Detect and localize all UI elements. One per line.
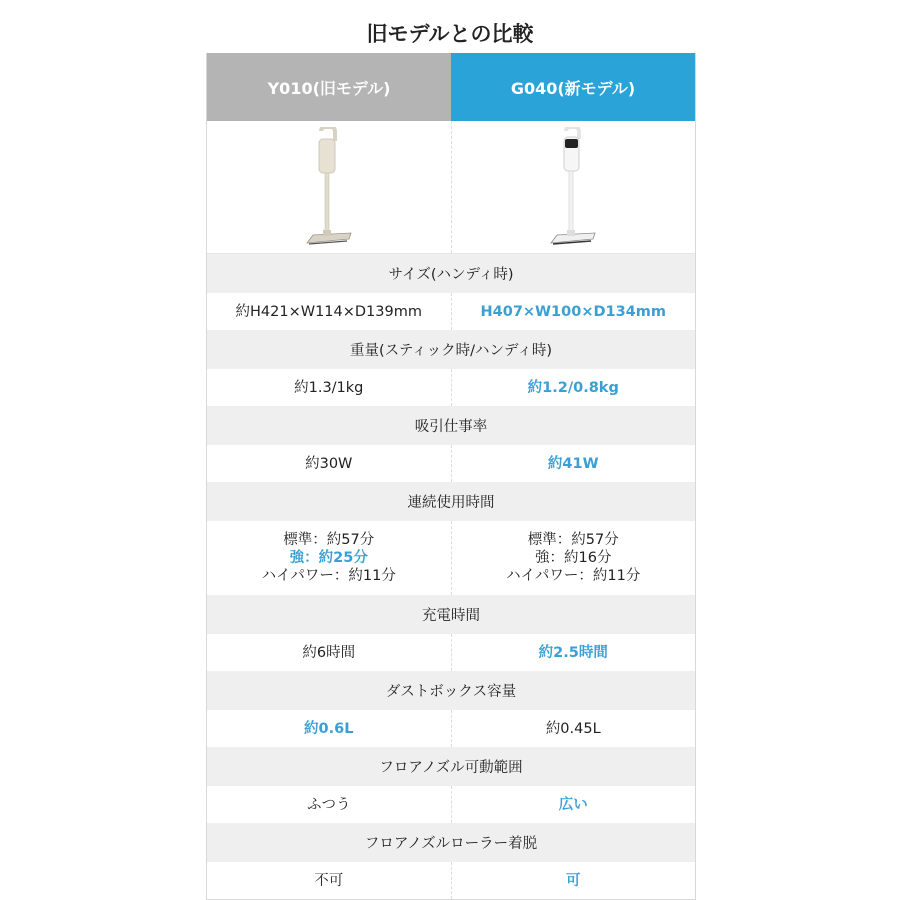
spec-row-suction [207, 445, 695, 482]
spec-label-nozzle-range: フロアノズル可動範囲 [207, 747, 695, 786]
old-model-header: Y010(旧モデル) [207, 53, 451, 121]
spec-label-roller: フロアノズルローラー着脱 [207, 823, 695, 862]
old-dustbox-value: 約0.6L [207, 710, 452, 747]
product-image-row [207, 121, 695, 254]
old-model-image [207, 121, 452, 253]
spec-label-weight: 重量(スティック時/ハンディ時) [207, 330, 695, 369]
old-runtime-value [207, 521, 452, 595]
old-charge-value: 約6時間 [207, 634, 452, 671]
new-nozzle-range-value: 広い [558, 796, 588, 813]
new-model-image [452, 121, 696, 253]
new-charge-value: 約2.5時間 [538, 644, 608, 661]
spec-row-size [207, 293, 695, 330]
spec-label-suction: 吸引仕事率 [207, 406, 695, 445]
old-runtime-strong: 強：約25分 [289, 550, 368, 566]
old-roller-value: 不可 [207, 862, 452, 899]
new-runtime-strong: 強：約16分 [535, 550, 612, 566]
spec-label-dustbox: ダストボックス容量 [207, 671, 695, 710]
spec-label-size: サイズ(ハンディ時) [207, 254, 695, 293]
old-weight-value: 約1.3/1kg [207, 369, 452, 406]
old-suction-value: 約30W [207, 445, 452, 482]
new-suction-value: 約41W [547, 455, 599, 472]
old-runtime-highpower: ハイパワー：約11分 [261, 568, 396, 584]
old-nozzle-range-value: ふつう [207, 786, 452, 823]
new-runtime-highpower: ハイパワー：約11分 [506, 568, 641, 584]
spec-row-roller [207, 862, 695, 899]
new-weight-value: 約1.2/0.8kg [527, 379, 619, 396]
new-dustbox-value: 約0.45L [545, 720, 601, 737]
old-runtime-standard: 標準：約57分 [283, 532, 375, 548]
spec-row-weight [207, 369, 695, 406]
spec-label-charge: 充電時間 [207, 595, 695, 634]
header-row [207, 53, 695, 121]
spec-row-runtime [207, 521, 695, 595]
stick-vacuum-icon [543, 127, 603, 247]
comparison-table [206, 53, 696, 900]
new-size-value: H407×W100×D134mm [480, 303, 666, 320]
spec-row-nozzle-range [207, 786, 695, 823]
page-title: 旧モデルとの比較 [366, 22, 534, 46]
new-roller-value: 可 [566, 872, 581, 889]
new-runtime-value [452, 521, 696, 595]
spec-row-dustbox [207, 710, 695, 747]
spec-row-charge [207, 634, 695, 671]
old-size-value: 約H421×W114×D139mm [207, 293, 452, 330]
new-runtime-standard: 標準：約57分 [527, 532, 619, 548]
stick-vacuum-icon [299, 127, 359, 247]
new-model-header: G040(新モデル) [451, 53, 695, 121]
spec-label-runtime: 連続使用時間 [207, 482, 695, 521]
